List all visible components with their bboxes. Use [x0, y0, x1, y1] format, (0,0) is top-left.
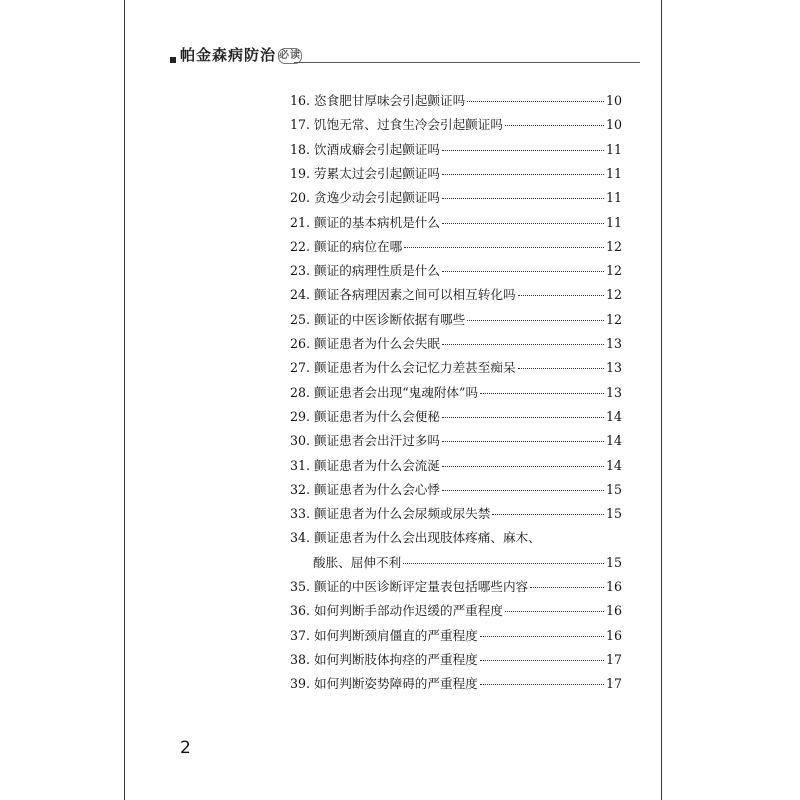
toc-entry — [290, 260, 622, 284]
toc-entry-page: 16 — [605, 627, 622, 643]
toc-entry-page: 15 — [605, 506, 622, 522]
toc-entry — [290, 139, 622, 163]
toc-leader-dots — [442, 150, 604, 151]
toc-entry — [290, 382, 622, 406]
toc-entry — [290, 527, 622, 551]
toc-entry-title: 22. 颤证的病位在哪 — [290, 238, 403, 254]
toc-entry-title: 38. 如何判断肢体拘痉的严重程度 — [290, 651, 478, 667]
toc-entry — [290, 455, 622, 479]
page-number: 2 — [180, 738, 191, 758]
toc-entry-title: 32. 颤证患者为什么会心悸 — [290, 481, 440, 497]
toc-entry-page: 11 — [605, 141, 622, 157]
toc-entry-page: 15 — [605, 554, 622, 570]
toc-entry-title: 28. 颤证患者会出现“鬼魂附体”吗 — [290, 384, 479, 400]
header-rule — [294, 62, 640, 63]
toc-leader-dots — [442, 441, 604, 442]
toc-entry-page: 17 — [605, 651, 622, 667]
toc-entry-title: 36. 如何判断手部动作迟缓的严重程度 — [290, 603, 503, 619]
toc-leader-dots — [518, 295, 604, 296]
toc-entry-title: 16. 恣食肥甘厚味会引起颤证吗 — [290, 93, 466, 108]
header-badge: 必读 — [278, 48, 302, 64]
toc-entry-page: 14 — [605, 433, 622, 449]
toc-leader-dots — [442, 174, 604, 175]
toc-entry — [290, 90, 622, 114]
toc-entry-page: 13 — [605, 336, 622, 351]
book-title: 帕金森病防治 — [180, 46, 277, 64]
toc-entry-title: 39. 如何判断姿势障碍的严重程度 — [290, 676, 478, 692]
toc-leader-dots — [480, 393, 604, 394]
toc-leader-dots — [492, 514, 604, 515]
toc-entry-page: 11 — [605, 214, 622, 230]
toc-entry — [290, 406, 622, 430]
toc-entry-title: 31. 颤证患者为什么会流涎 — [290, 457, 440, 473]
toc-entry-title: 29. 颤证患者为什么会便秘 — [290, 408, 440, 424]
toc-entry-page: 11 — [605, 165, 622, 181]
toc-entry-title: 酸胀、屈伸不利 — [313, 554, 402, 570]
toc-leader-dots — [403, 563, 604, 564]
toc-entry — [290, 503, 622, 527]
toc-entry-title: 27. 颤证患者为什么会记忆力差甚至痴呆 — [290, 360, 516, 376]
toc-entry-page: 12 — [605, 238, 622, 254]
toc-leader-dots — [442, 223, 604, 224]
header-title — [180, 44, 302, 65]
toc-entry-page: 16 — [605, 603, 622, 619]
toc-entry-title: 24. 颤证各病理因素之间可以相互转化吗 — [290, 287, 516, 303]
toc-entry-title: 19. 劳累太过会引起颤证吗 — [290, 165, 440, 181]
toc-leader-dots — [442, 466, 604, 467]
header-marker — [170, 57, 176, 63]
toc-entry-page: 15 — [605, 481, 622, 497]
toc-entry-page: 10 — [605, 93, 622, 108]
toc-leader-dots — [467, 320, 604, 321]
toc-entry-title: 25. 颤证的中医诊断依据有哪些 — [290, 311, 466, 327]
running-header — [170, 44, 640, 66]
toc-leader-dots — [480, 660, 604, 661]
toc-entry-title: 30. 颤证患者会出汗过多吗 — [290, 433, 440, 449]
toc-leader-dots — [404, 247, 604, 248]
toc-entry-title: 18. 饮酒成癖会引起颤证吗 — [290, 141, 440, 157]
toc-leader-dots — [442, 344, 604, 345]
toc-entry-title: 33. 颤证患者为什么会尿频或尿失禁 — [290, 506, 491, 522]
toc-entry-page: 12 — [605, 263, 622, 279]
toc-entry-page: 13 — [605, 360, 622, 376]
toc-entry — [290, 625, 622, 649]
toc-entry-page: 17 — [605, 676, 622, 692]
toc-entry — [290, 673, 622, 697]
toc-leader-dots — [530, 587, 604, 588]
toc-entry — [290, 284, 622, 308]
toc-leader-dots — [505, 125, 604, 126]
toc-entry-page: 12 — [605, 287, 622, 303]
toc-leader-dots — [505, 611, 604, 612]
toc-entry — [290, 576, 622, 600]
toc-entry-page: 14 — [605, 408, 622, 424]
toc-entry-page: 16 — [605, 579, 622, 594]
toc-leader-dots — [442, 417, 604, 418]
toc-entry — [290, 309, 622, 333]
toc-entry — [290, 649, 622, 673]
toc-entry-title: 26. 颤证患者为什么会失眠 — [290, 336, 440, 351]
toc-entry — [290, 479, 622, 503]
toc-entry-page: 11 — [605, 190, 622, 206]
toc-leader-dots — [480, 684, 604, 685]
toc-leader-dots — [467, 101, 604, 102]
toc-entry — [290, 357, 622, 381]
toc-entry — [290, 333, 622, 357]
toc-entry — [290, 430, 622, 454]
toc-entry-title: 37. 如何判断颈肩僵直的严重程度 — [290, 627, 478, 643]
toc-entry-title: 35. 颤证的中医诊断评定量表包括哪些内容 — [290, 579, 529, 594]
toc-entry-title: 23. 颤证的病理性质是什么 — [290, 263, 440, 279]
toc-entry — [290, 236, 622, 260]
toc-entry — [290, 552, 622, 576]
toc-entry-title: 34. 颤证患者为什么会出现肢体疼痛、麻木、 — [290, 530, 541, 546]
toc-entry — [290, 600, 622, 624]
toc-entry-title: 21. 颤证的基本病机是什么 — [290, 214, 440, 230]
toc-entry-page: 13 — [605, 384, 622, 400]
toc-leader-dots — [518, 368, 604, 369]
toc-leader-dots — [442, 198, 604, 199]
toc-entry-page: 10 — [605, 117, 622, 133]
toc-entry-page: 14 — [605, 457, 622, 473]
toc-leader-dots — [480, 636, 604, 637]
toc-entry-title: 20. 贪逸少动会引起颤证吗 — [290, 190, 440, 206]
toc-leader-dots — [442, 490, 604, 491]
toc-entry — [290, 114, 622, 138]
toc-entry-title: 17. 饥饱无常、过食生冷会引起颤证吗 — [290, 117, 503, 133]
toc-entry — [290, 163, 622, 187]
toc-leader-dots — [442, 271, 604, 272]
toc-entry — [290, 187, 622, 211]
toc-entry-page: 12 — [605, 311, 622, 327]
toc-entry — [290, 212, 622, 236]
